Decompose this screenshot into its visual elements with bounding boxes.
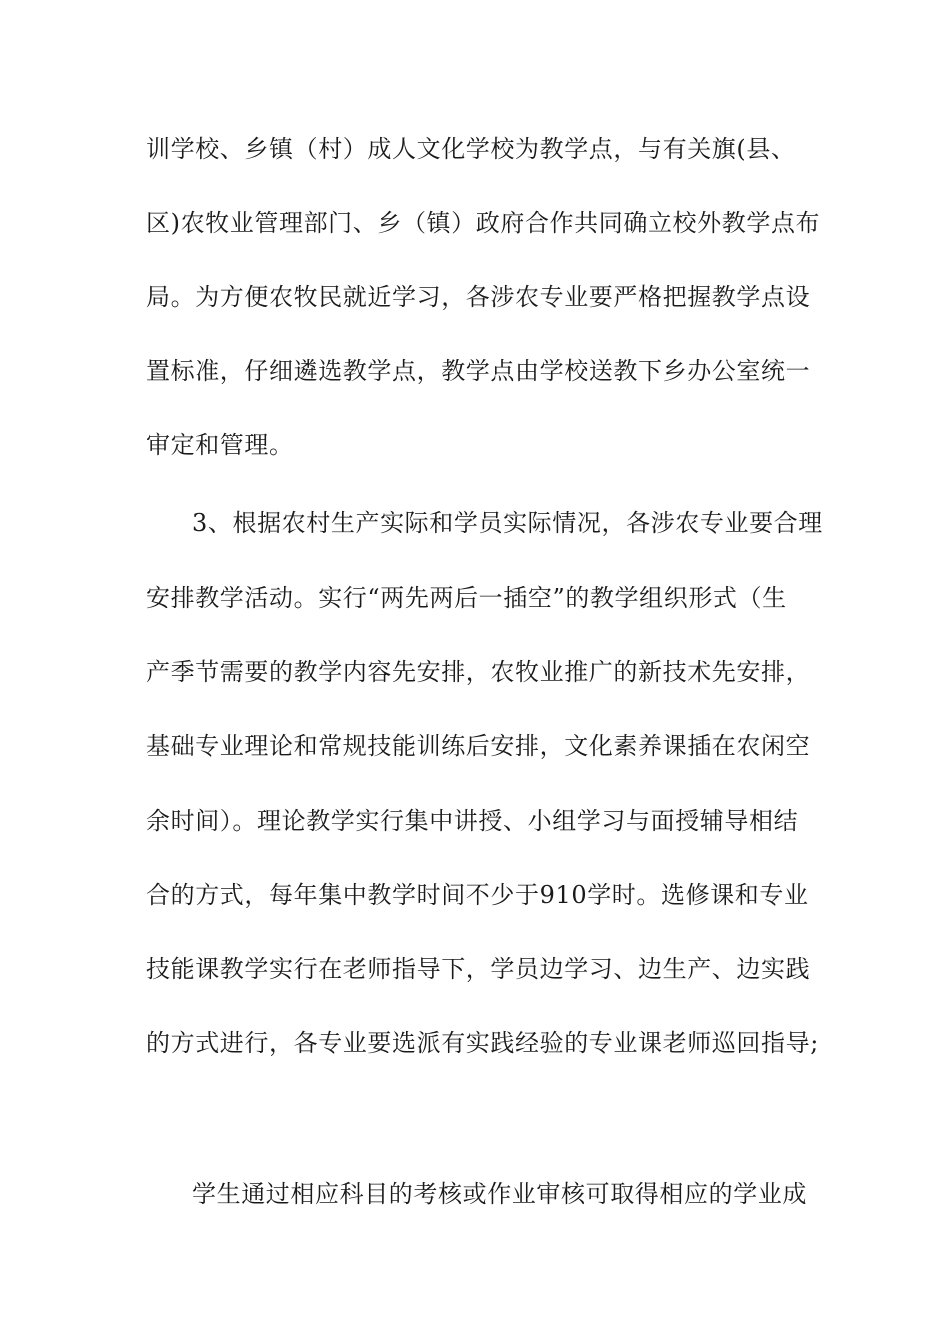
text-line: 的方式进行，各专业要选派有实践经验的专业课老师巡回指导;: [146, 1029, 819, 1057]
text-line: 产季节需要的教学内容先安排，农牧业推广的新技术先安排，: [146, 658, 811, 686]
text-line: 安排教学活动。实行“两先两后一插空”的教学组织形式（生: [146, 584, 787, 612]
text-line: 区)农牧业管理部门、乡（镇）政府合作共同确立校外教学点布: [146, 209, 821, 237]
text-line: 余时间）。理论教学实行集中讲授、小组学习与面授辅导相结: [146, 807, 799, 835]
text-line: 合的方式，每年集中教学时间不少于910学时。选修课和专业: [146, 881, 809, 909]
text-line: 局。为方便农牧民就近学习，各涉农专业要严格把握教学点设: [146, 283, 811, 311]
text-line: 学生通过相应科目的考核或作业审核可取得相应的学业成: [192, 1180, 807, 1208]
text-line: 3、根据农村生产实际和学员实际情况，各涉农专业要合理: [192, 509, 823, 537]
text-line: 训学校、乡镇（村）成人文化学校为教学点，与有关旗(县、: [146, 135, 796, 163]
text-line: 基础专业理论和常规技能训练后安排，文化素养课插在农闲空: [146, 732, 811, 760]
text-line: 技能课教学实行在老师指导下，学员边学习、边生产、边实践: [146, 955, 811, 983]
text-line: 审定和管理。: [146, 431, 294, 459]
text-line: 置标准，仔细遴选教学点，教学点由学校送教下乡办公室统一: [146, 357, 811, 385]
